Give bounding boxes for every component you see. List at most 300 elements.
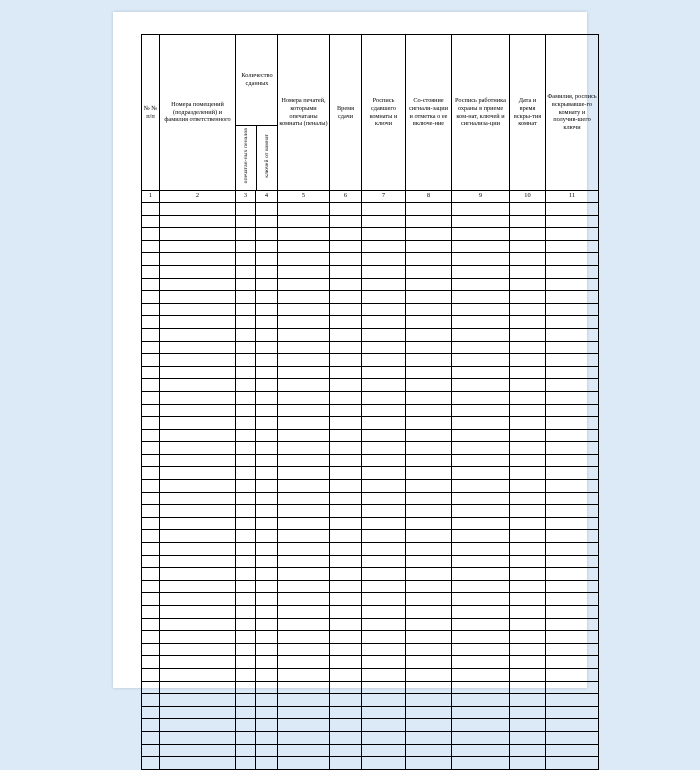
table-cell[interactable]: [452, 568, 510, 581]
table-cell[interactable]: [278, 253, 330, 266]
table-cell[interactable]: [452, 303, 510, 316]
table-cell[interactable]: [452, 580, 510, 593]
table-cell[interactable]: [278, 291, 330, 304]
table-cell[interactable]: [236, 404, 256, 417]
table-cell[interactable]: [142, 543, 160, 556]
table-cell[interactable]: [142, 606, 160, 619]
table-cell[interactable]: [362, 391, 406, 404]
table-cell[interactable]: [160, 543, 236, 556]
table-cell[interactable]: [236, 757, 256, 770]
table-cell[interactable]: [256, 278, 278, 291]
table-cell[interactable]: [256, 580, 278, 593]
table-cell[interactable]: [142, 480, 160, 493]
table-row[interactable]: [142, 328, 599, 341]
table-cell[interactable]: [510, 429, 546, 442]
table-cell[interactable]: [330, 379, 362, 392]
table-row[interactable]: [142, 568, 599, 581]
table-row[interactable]: [142, 454, 599, 467]
table-row[interactable]: [142, 731, 599, 744]
table-row[interactable]: [142, 240, 599, 253]
table-cell[interactable]: [452, 291, 510, 304]
table-cell[interactable]: [256, 656, 278, 669]
table-cell[interactable]: [452, 316, 510, 329]
table-cell[interactable]: [160, 606, 236, 619]
table-row[interactable]: [142, 429, 599, 442]
table-cell[interactable]: [256, 265, 278, 278]
table-cell[interactable]: [546, 379, 599, 392]
table-cell[interactable]: [256, 719, 278, 732]
table-cell[interactable]: [330, 215, 362, 228]
table-cell[interactable]: [160, 706, 236, 719]
table-cell[interactable]: [330, 606, 362, 619]
table-row[interactable]: [142, 391, 599, 404]
table-cell[interactable]: [256, 228, 278, 241]
table-row[interactable]: [142, 228, 599, 241]
table-cell[interactable]: [330, 757, 362, 770]
table-cell[interactable]: [142, 744, 160, 757]
table-cell[interactable]: [236, 240, 256, 253]
table-cell[interactable]: [510, 618, 546, 631]
table-cell[interactable]: [330, 580, 362, 593]
table-cell[interactable]: [546, 391, 599, 404]
table-cell[interactable]: [236, 492, 256, 505]
table-cell[interactable]: [452, 354, 510, 367]
table-cell[interactable]: [546, 606, 599, 619]
table-cell[interactable]: [160, 391, 236, 404]
table-cell[interactable]: [278, 203, 330, 216]
table-cell[interactable]: [160, 454, 236, 467]
table-cell[interactable]: [278, 467, 330, 480]
table-cell[interactable]: [452, 467, 510, 480]
table-cell[interactable]: [160, 328, 236, 341]
table-cell[interactable]: [160, 467, 236, 480]
table-cell[interactable]: [452, 668, 510, 681]
table-cell[interactable]: [256, 203, 278, 216]
table-cell[interactable]: [278, 731, 330, 744]
table-cell[interactable]: [546, 228, 599, 241]
table-cell[interactable]: [256, 492, 278, 505]
table-cell[interactable]: [236, 454, 256, 467]
table-cell[interactable]: [406, 253, 452, 266]
table-cell[interactable]: [160, 265, 236, 278]
table-cell[interactable]: [362, 668, 406, 681]
table-cell[interactable]: [278, 429, 330, 442]
table-cell[interactable]: [330, 429, 362, 442]
table-cell[interactable]: [256, 505, 278, 518]
table-cell[interactable]: [278, 328, 330, 341]
table-cell[interactable]: [452, 391, 510, 404]
table-row[interactable]: [142, 303, 599, 316]
table-cell[interactable]: [236, 467, 256, 480]
table-cell[interactable]: [278, 517, 330, 530]
table-cell[interactable]: [160, 253, 236, 266]
table-cell[interactable]: [330, 203, 362, 216]
table-cell[interactable]: [452, 719, 510, 732]
table-cell[interactable]: [278, 240, 330, 253]
table-cell[interactable]: [278, 316, 330, 329]
table-cell[interactable]: [330, 593, 362, 606]
table-cell[interactable]: [510, 568, 546, 581]
table-row[interactable]: [142, 341, 599, 354]
table-cell[interactable]: [362, 606, 406, 619]
table-cell[interactable]: [142, 505, 160, 518]
table-row[interactable]: [142, 480, 599, 493]
table-cell[interactable]: [452, 215, 510, 228]
table-cell[interactable]: [362, 492, 406, 505]
table-row[interactable]: [142, 442, 599, 455]
table-cell[interactable]: [546, 291, 599, 304]
table-row[interactable]: [142, 530, 599, 543]
table-cell[interactable]: [362, 517, 406, 530]
table-cell[interactable]: [546, 303, 599, 316]
table-cell[interactable]: [236, 253, 256, 266]
table-cell[interactable]: [546, 757, 599, 770]
table-cell[interactable]: [362, 530, 406, 543]
table-cell[interactable]: [452, 757, 510, 770]
table-cell[interactable]: [278, 442, 330, 455]
table-cell[interactable]: [160, 731, 236, 744]
table-cell[interactable]: [330, 253, 362, 266]
table-cell[interactable]: [278, 391, 330, 404]
table-cell[interactable]: [510, 366, 546, 379]
table-cell[interactable]: [278, 643, 330, 656]
table-row[interactable]: [142, 492, 599, 505]
table-cell[interactable]: [362, 555, 406, 568]
table-cell[interactable]: [546, 530, 599, 543]
table-cell[interactable]: [406, 240, 452, 253]
table-cell[interactable]: [546, 480, 599, 493]
table-cell[interactable]: [142, 719, 160, 732]
table-cell[interactable]: [142, 240, 160, 253]
table-row[interactable]: [142, 555, 599, 568]
table-cell[interactable]: [406, 593, 452, 606]
table-cell[interactable]: [142, 404, 160, 417]
table-row[interactable]: [142, 643, 599, 656]
table-cell[interactable]: [278, 530, 330, 543]
table-cell[interactable]: [278, 618, 330, 631]
table-cell[interactable]: [278, 417, 330, 430]
table-cell[interactable]: [510, 442, 546, 455]
table-cell[interactable]: [142, 228, 160, 241]
table-cell[interactable]: [160, 442, 236, 455]
table-cell[interactable]: [362, 706, 406, 719]
table-cell[interactable]: [452, 543, 510, 556]
table-cell[interactable]: [546, 719, 599, 732]
table-cell[interactable]: [362, 429, 406, 442]
table-cell[interactable]: [330, 656, 362, 669]
table-cell[interactable]: [256, 668, 278, 681]
table-cell[interactable]: [142, 215, 160, 228]
table-cell[interactable]: [406, 706, 452, 719]
table-cell[interactable]: [330, 555, 362, 568]
table-cell[interactable]: [362, 328, 406, 341]
table-cell[interactable]: [452, 530, 510, 543]
table-cell[interactable]: [256, 291, 278, 304]
table-cell[interactable]: [406, 203, 452, 216]
table-cell[interactable]: [406, 757, 452, 770]
table-cell[interactable]: [160, 366, 236, 379]
table-cell[interactable]: [362, 442, 406, 455]
table-cell[interactable]: [362, 454, 406, 467]
table-cell[interactable]: [546, 568, 599, 581]
table-cell[interactable]: [256, 744, 278, 757]
table-cell[interactable]: [362, 757, 406, 770]
table-cell[interactable]: [330, 618, 362, 631]
table-cell[interactable]: [330, 328, 362, 341]
table-cell[interactable]: [452, 203, 510, 216]
table-cell[interactable]: [278, 505, 330, 518]
table-row[interactable]: [142, 517, 599, 530]
table-cell[interactable]: [256, 643, 278, 656]
table-cell[interactable]: [362, 744, 406, 757]
table-cell[interactable]: [256, 404, 278, 417]
table-cell[interactable]: [236, 643, 256, 656]
table-cell[interactable]: [362, 316, 406, 329]
table-cell[interactable]: [510, 744, 546, 757]
table-cell[interactable]: [278, 366, 330, 379]
table-cell[interactable]: [510, 303, 546, 316]
table-cell[interactable]: [452, 265, 510, 278]
table-cell[interactable]: [406, 656, 452, 669]
table-cell[interactable]: [330, 744, 362, 757]
table-cell[interactable]: [256, 341, 278, 354]
table-cell[interactable]: [510, 492, 546, 505]
table-row[interactable]: [142, 631, 599, 644]
table-cell[interactable]: [256, 379, 278, 392]
table-cell[interactable]: [546, 593, 599, 606]
table-row[interactable]: [142, 656, 599, 669]
table-cell[interactable]: [278, 354, 330, 367]
table-cell[interactable]: [142, 618, 160, 631]
table-cell[interactable]: [510, 668, 546, 681]
table-cell[interactable]: [278, 744, 330, 757]
table-cell[interactable]: [278, 404, 330, 417]
table-cell[interactable]: [330, 291, 362, 304]
table-cell[interactable]: [406, 467, 452, 480]
table-cell[interactable]: [236, 580, 256, 593]
table-cell[interactable]: [406, 429, 452, 442]
table-cell[interactable]: [362, 643, 406, 656]
table-cell[interactable]: [160, 240, 236, 253]
table-cell[interactable]: [546, 240, 599, 253]
table-cell[interactable]: [278, 593, 330, 606]
table-cell[interactable]: [510, 517, 546, 530]
table-cell[interactable]: [546, 555, 599, 568]
table-cell[interactable]: [160, 757, 236, 770]
table-cell[interactable]: [362, 467, 406, 480]
table-cell[interactable]: [278, 719, 330, 732]
table-cell[interactable]: [330, 492, 362, 505]
table-cell[interactable]: [406, 354, 452, 367]
table-cell[interactable]: [142, 668, 160, 681]
table-cell[interactable]: [510, 316, 546, 329]
table-cell[interactable]: [452, 240, 510, 253]
table-cell[interactable]: [256, 303, 278, 316]
table-cell[interactable]: [452, 228, 510, 241]
table-cell[interactable]: [406, 404, 452, 417]
table-cell[interactable]: [236, 706, 256, 719]
table-cell[interactable]: [278, 303, 330, 316]
table-cell[interactable]: [546, 631, 599, 644]
table-cell[interactable]: [256, 366, 278, 379]
table-cell[interactable]: [406, 480, 452, 493]
table-cell[interactable]: [510, 606, 546, 619]
table-cell[interactable]: [546, 429, 599, 442]
table-cell[interactable]: [510, 530, 546, 543]
table-cell[interactable]: [330, 643, 362, 656]
table-cell[interactable]: [142, 631, 160, 644]
table-cell[interactable]: [330, 631, 362, 644]
table-cell[interactable]: [546, 467, 599, 480]
table-row[interactable]: [142, 543, 599, 556]
table-cell[interactable]: [452, 379, 510, 392]
table-cell[interactable]: [510, 391, 546, 404]
table-cell[interactable]: [406, 618, 452, 631]
table-row[interactable]: [142, 203, 599, 216]
table-cell[interactable]: [256, 555, 278, 568]
table-cell[interactable]: [142, 656, 160, 669]
table-cell[interactable]: [142, 757, 160, 770]
table-cell[interactable]: [160, 668, 236, 681]
table-cell[interactable]: [406, 228, 452, 241]
table-cell[interactable]: [236, 606, 256, 619]
table-cell[interactable]: [510, 706, 546, 719]
table-cell[interactable]: [510, 278, 546, 291]
table-cell[interactable]: [330, 404, 362, 417]
table-cell[interactable]: [236, 543, 256, 556]
table-cell[interactable]: [406, 328, 452, 341]
table-cell[interactable]: [362, 480, 406, 493]
table-cell[interactable]: [256, 618, 278, 631]
table-cell[interactable]: [236, 354, 256, 367]
table-cell[interactable]: [160, 303, 236, 316]
table-cell[interactable]: [510, 656, 546, 669]
table-cell[interactable]: [330, 417, 362, 430]
table-cell[interactable]: [256, 454, 278, 467]
table-cell[interactable]: [278, 492, 330, 505]
table-cell[interactable]: [546, 328, 599, 341]
table-cell[interactable]: [236, 517, 256, 530]
table-cell[interactable]: [278, 480, 330, 493]
table-cell[interactable]: [142, 530, 160, 543]
table-cell[interactable]: [406, 366, 452, 379]
table-cell[interactable]: [546, 278, 599, 291]
table-cell[interactable]: [330, 240, 362, 253]
table-cell[interactable]: [236, 366, 256, 379]
table-cell[interactable]: [278, 215, 330, 228]
table-cell[interactable]: [510, 580, 546, 593]
table-cell[interactable]: [236, 278, 256, 291]
table-row[interactable]: [142, 278, 599, 291]
table-cell[interactable]: [510, 253, 546, 266]
table-cell[interactable]: [160, 681, 236, 694]
table-cell[interactable]: [362, 719, 406, 732]
table-cell[interactable]: [160, 631, 236, 644]
table-cell[interactable]: [330, 480, 362, 493]
table-cell[interactable]: [160, 568, 236, 581]
table-cell[interactable]: [330, 442, 362, 455]
table-cell[interactable]: [256, 391, 278, 404]
table-cell[interactable]: [236, 593, 256, 606]
table-cell[interactable]: [278, 681, 330, 694]
table-cell[interactable]: [452, 454, 510, 467]
table-cell[interactable]: [406, 391, 452, 404]
table-cell[interactable]: [236, 631, 256, 644]
table-cell[interactable]: [330, 719, 362, 732]
table-cell[interactable]: [160, 530, 236, 543]
table-cell[interactable]: [452, 656, 510, 669]
table-cell[interactable]: [330, 316, 362, 329]
table-cell[interactable]: [452, 631, 510, 644]
table-cell[interactable]: [236, 530, 256, 543]
table-cell[interactable]: [452, 442, 510, 455]
table-cell[interactable]: [452, 366, 510, 379]
table-cell[interactable]: [330, 530, 362, 543]
table-cell[interactable]: [330, 467, 362, 480]
table-cell[interactable]: [452, 517, 510, 530]
table-cell[interactable]: [406, 278, 452, 291]
table-cell[interactable]: [406, 341, 452, 354]
table-cell[interactable]: [406, 303, 452, 316]
table-cell[interactable]: [406, 568, 452, 581]
table-cell[interactable]: [278, 606, 330, 619]
table-cell[interactable]: [406, 316, 452, 329]
table-cell[interactable]: [510, 505, 546, 518]
table-cell[interactable]: [546, 454, 599, 467]
table-cell[interactable]: [452, 593, 510, 606]
table-row[interactable]: [142, 706, 599, 719]
table-cell[interactable]: [546, 215, 599, 228]
table-cell[interactable]: [510, 555, 546, 568]
table-cell[interactable]: [452, 706, 510, 719]
table-cell[interactable]: [160, 492, 236, 505]
table-cell[interactable]: [452, 417, 510, 430]
table-cell[interactable]: [510, 643, 546, 656]
table-cell[interactable]: [362, 593, 406, 606]
table-cell[interactable]: [546, 656, 599, 669]
table-cell[interactable]: [236, 417, 256, 430]
table-cell[interactable]: [546, 643, 599, 656]
table-cell[interactable]: [510, 681, 546, 694]
table-cell[interactable]: [278, 631, 330, 644]
table-cell[interactable]: [406, 454, 452, 467]
table-cell[interactable]: [362, 417, 406, 430]
table-cell[interactable]: [256, 593, 278, 606]
table-row[interactable]: [142, 265, 599, 278]
table-cell[interactable]: [142, 354, 160, 367]
table-cell[interactable]: [236, 656, 256, 669]
table-cell[interactable]: [256, 631, 278, 644]
table-cell[interactable]: [452, 404, 510, 417]
table-row[interactable]: [142, 404, 599, 417]
table-cell[interactable]: [256, 253, 278, 266]
table-cell[interactable]: [160, 291, 236, 304]
table-row[interactable]: [142, 316, 599, 329]
table-cell[interactable]: [160, 580, 236, 593]
table-cell[interactable]: [256, 429, 278, 442]
table-cell[interactable]: [256, 731, 278, 744]
table-cell[interactable]: [406, 668, 452, 681]
table-row[interactable]: [142, 744, 599, 757]
table-row[interactable]: [142, 366, 599, 379]
table-cell[interactable]: [236, 328, 256, 341]
table-cell[interactable]: [330, 454, 362, 467]
table-cell[interactable]: [362, 656, 406, 669]
table-cell[interactable]: [406, 580, 452, 593]
table-row[interactable]: [142, 379, 599, 392]
table-cell[interactable]: [256, 543, 278, 556]
table-cell[interactable]: [142, 731, 160, 744]
